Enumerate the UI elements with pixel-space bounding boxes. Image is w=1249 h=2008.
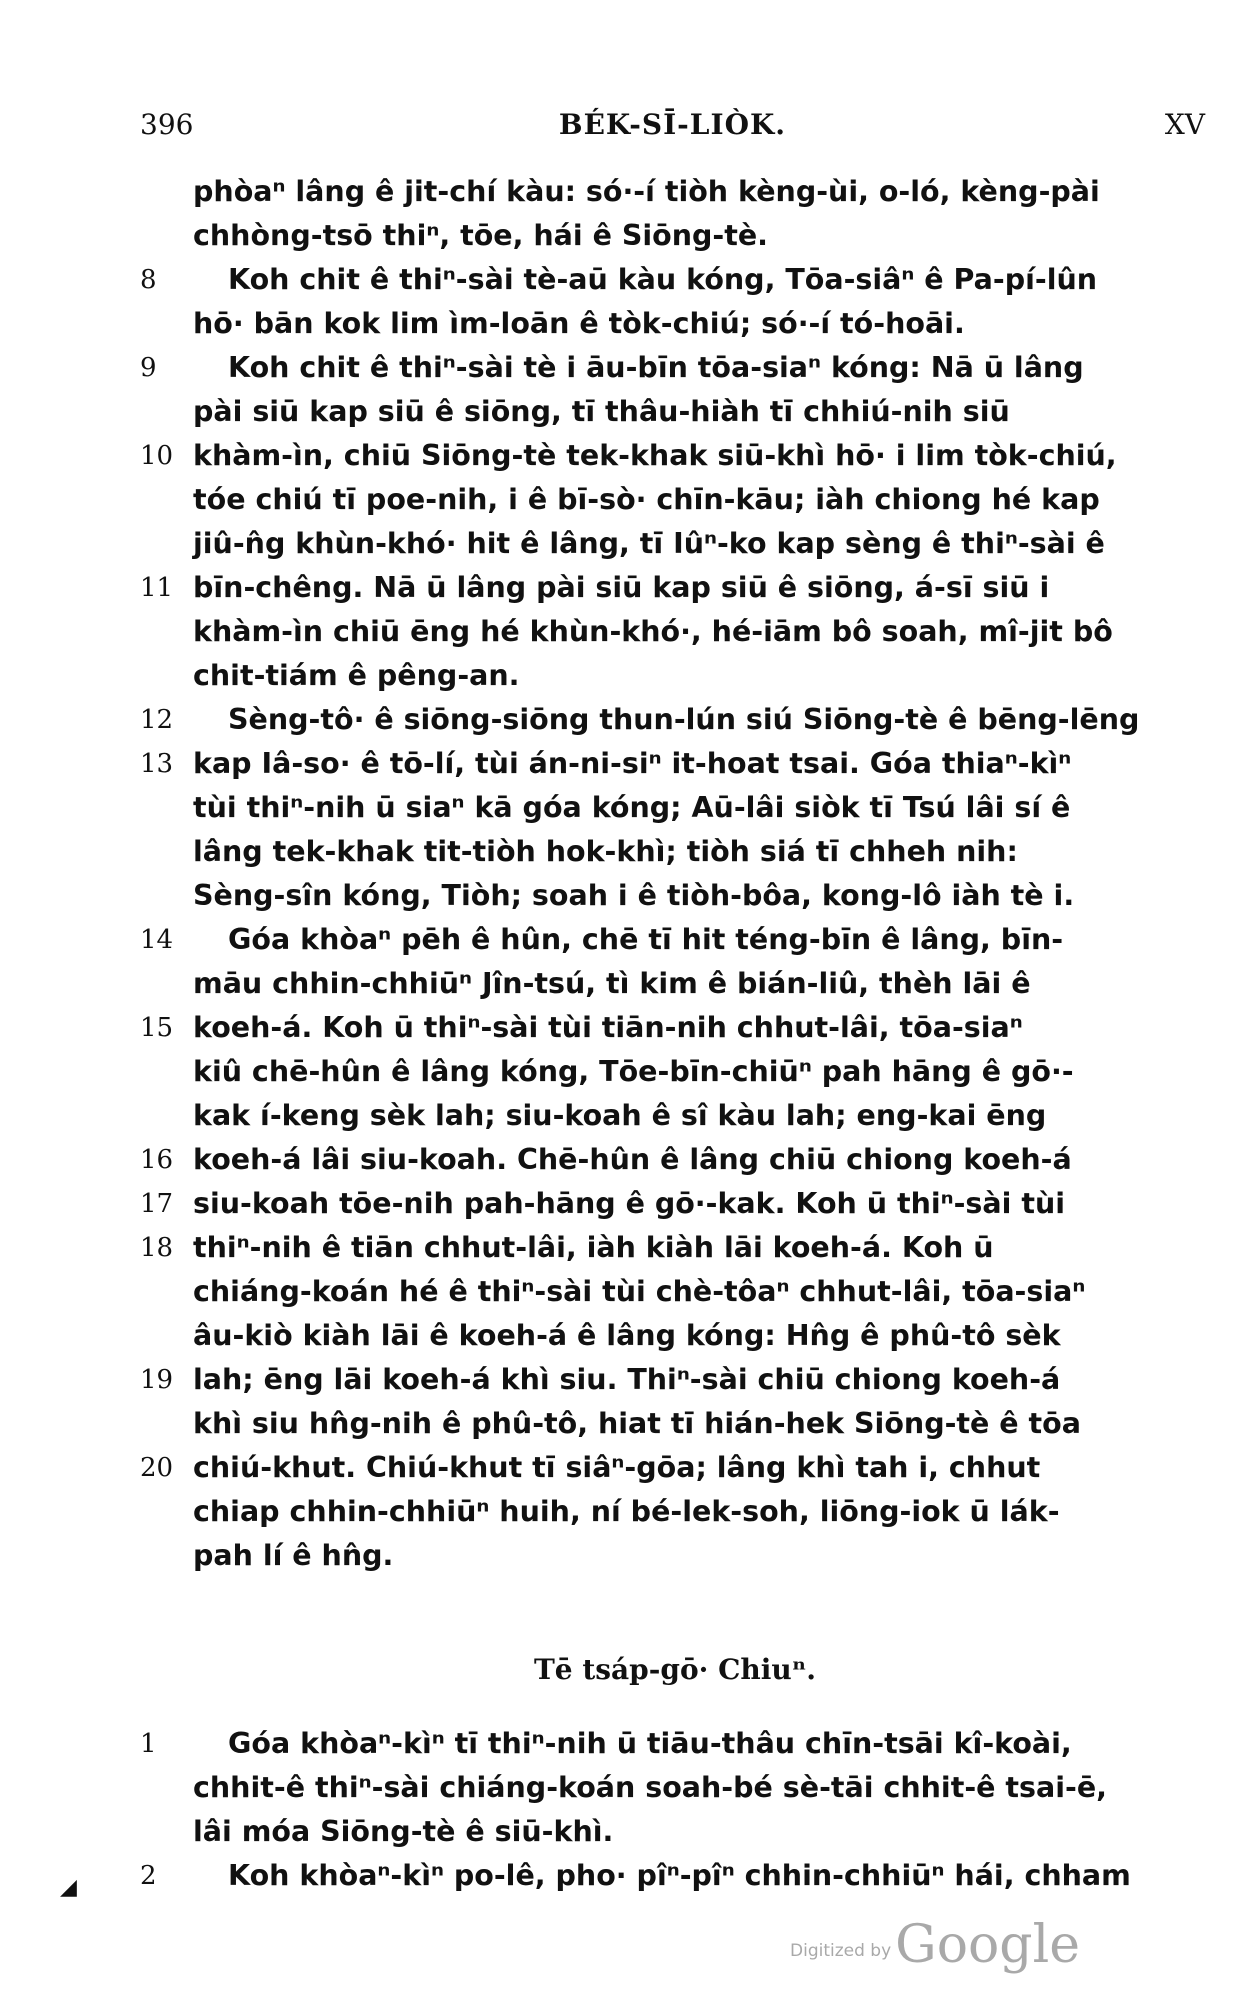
verse-number: 14 [140,925,174,955]
text-line [140,1854,1210,1898]
running-title: BÉK-SĪ-LIÒK. [558,108,787,141]
line-text: tóe chiú tī poe-nih, i ê bī-sò· chīn-kāu; iàh chiong hé kap [193,483,1100,516]
digitized-watermark [790,1915,1080,1975]
google-logo: Google [895,1915,1080,1975]
line-text: siu-koah tōe-nih pah-hāng ê gō·-kak. Koh ū thiⁿ-sài tùi [193,1187,1066,1220]
line-text: Góa khòaⁿ pēh ê hûn, chē tī hit téng-bīn ê lâng, bīn- [228,923,1064,956]
line-text: kiû chē-hûn ê lâng kóng, Tōe-bīn-chiūⁿ pah hāng ê gō·- [193,1055,1074,1088]
line-text: koeh-á. Koh ū thiⁿ-sài tùi tiān-nih chhut-lâi, tōa-siaⁿ [193,1011,1023,1044]
line-text: Sèng-sîn kóng, Tiòh; soah i ê tiòh-bôa, kong-lô iàh tè i. [193,879,1075,912]
chapter-15-text [140,170,1210,1578]
text-line [140,1226,1210,1270]
text-line [140,698,1210,742]
text-line [140,566,1210,610]
text-line [140,302,1210,346]
text-line [140,346,1210,390]
text-line [140,258,1210,302]
text-line [140,786,1210,830]
text-line [140,1270,1210,1314]
line-text: māu chhin-chhiūⁿ Jîn-tsú, tì kim ê bián-liû, thèh lāi ê [193,967,1031,1000]
verse-number: 12 [140,705,174,735]
text-line [140,1138,1210,1182]
text-line [140,1722,1210,1766]
verse-number: 8 [140,265,157,295]
line-text: bīn-chêng. Nā ū lâng pài siū kap siū ê siōng, á-sī siū i [193,571,1050,604]
text-line [140,434,1210,478]
verse-number: 15 [140,1013,174,1043]
verse-number: 10 [140,441,174,471]
chapter-body [140,170,1210,1898]
text-line [140,1006,1210,1050]
verse-number: 16 [140,1145,174,1175]
verse-number: 1 [140,1729,157,1759]
line-text: khàm-ìn, chiū Siōng-tè tek-khak siū-khì hō· i lim tòk-chiú, [193,439,1117,472]
page-number: 396 [140,108,194,141]
text-line [140,1094,1210,1138]
line-text: Koh chit ê thiⁿ-sài tè i āu-bīn tōa-siaⁿ kóng: Nā ū lâng [228,351,1084,384]
section-heading: Tē tsáp-gō· Chiuⁿ. [533,1653,817,1686]
page-header [140,108,1205,148]
verse-number: 17 [140,1189,174,1219]
line-text: Sèng-tô· ê siōng-siōng thun-lún siú Siōng-tè ê bēng-lēng [228,703,1140,736]
text-line [140,478,1210,522]
text-line [140,830,1210,874]
line-text: khàm-ìn chiū ēng hé khùn-khó·, hé-iām bô soah, mî-jit bô [193,615,1113,648]
line-text: chit-tiám ê pêng-an. [193,659,520,692]
line-text: thiⁿ-nih ê tiān chhut-lâi, iàh kiàh lāi koeh-á. Koh ū [193,1231,994,1264]
text-line [140,918,1210,962]
verse-number: 13 [140,749,174,779]
text-line [140,1358,1210,1402]
line-text: chhòng-tsō thiⁿ, tōe, hái ê Siōng-tè. [193,219,768,252]
line-text: kap Iâ-so· ê tō-lí, tùi án-ni-siⁿ it-hoat tsai. Góa thiaⁿ-kìⁿ [193,747,1072,780]
line-text: koeh-á lâi siu-koah. Chē-hûn ê lâng chiū chiong koeh-á [193,1143,1072,1176]
watermark-caption: Digitized by [790,1941,892,1961]
line-text: pah lí ê hn̂g. [193,1539,394,1572]
text-line [140,610,1210,654]
text-line [140,1766,1210,1810]
line-text: lah; ēng lāi koeh-á khì siu. Thiⁿ-sài chiū chiong koeh-á [193,1363,1061,1396]
text-line [140,1050,1210,1094]
text-line [140,1490,1210,1534]
text-line [140,742,1210,786]
verse-number: 20 [140,1453,174,1483]
line-text: khì siu hn̂g-nih ê phû-tô, hiat tī hián-hek Siōng-tè ê tōa [193,1407,1081,1440]
line-text: kak í-keng sèk lah; siu-koah ê sî kàu lah; eng-kai ēng [193,1099,1047,1132]
text-line [140,1314,1210,1358]
line-text: lâng tek-khak tit-tiòh hok-khì; tiòh siá tī chheh nih: [193,835,1018,868]
line-text: jiû-n̂g khùn-khó· hit ê lâng, tī Iûⁿ-ko kap sèng ê thiⁿ-sài ê [193,527,1105,560]
text-line [140,654,1210,698]
line-text: chiap chhin-chhiūⁿ huih, ní bé-lek-soh, liōng-iok ū lák- [193,1495,1060,1528]
verse-number: 2 [140,1861,157,1891]
text-line [140,1182,1210,1226]
line-text: chhit-ê thiⁿ-sài chiáng-koán soah-bé sè-tāi chhit-ê tsai-ē, [193,1771,1107,1804]
text-line [140,1534,1210,1578]
chapter-number: XV [1164,108,1205,141]
line-text: lâi móa Siōng-tè ê siū-khì. [193,1815,614,1848]
line-text: pài siū kap siū ê siōng, tī thâu-hiàh tī chhiú-nih siū [193,395,1010,428]
line-text: chiú-khut. Chiú-khut tī siâⁿ-gōa; lâng khì tah i, chhut [193,1451,1041,1484]
verse-number: 18 [140,1233,174,1263]
verse-number: 11 [140,573,174,603]
text-line [140,1402,1210,1446]
text-line [140,1810,1210,1854]
line-text: Koh khòaⁿ-kìⁿ po-lê, pho· pîⁿ-pîⁿ chhin-chhiūⁿ hái, chham [228,1859,1131,1892]
line-text: chiáng-koán hé ê thiⁿ-sài tùi chè-tôaⁿ chhut-lâi, tōa-siaⁿ [193,1275,1086,1308]
text-line [140,390,1210,434]
text-line [140,522,1210,566]
line-text: tùi thiⁿ-nih ū siaⁿ kā góa kóng; Aū-lâi siòk tī Tsú lâi sí ê [193,791,1071,824]
verse-number: 19 [140,1365,174,1395]
line-text: Koh chit ê thiⁿ-sài tè-aū kàu kóng, Tōa-siâⁿ ê Pa-pí-lûn [228,263,1098,296]
text-line [140,1446,1210,1490]
line-text: hō· bān kok lim ìm-loān ê tòk-chiú; só·-í tó-hoāi. [193,307,965,340]
verse-number: 9 [140,353,157,383]
text-line [140,962,1210,1006]
line-text: Góa khòaⁿ-kìⁿ tī thiⁿ-nih ū tiāu-thâu chīn-tsāi kî-koài, [228,1727,1072,1760]
line-text: phòaⁿ lâng ê jit-chí kàu: só·-í tiòh kèng-ùi, o-ló, kèng-pài [193,175,1100,208]
text-line [140,214,1210,258]
line-text: âu-kiò kiàh lāi ê koeh-á ê lâng kóng: Hn̂g ê phû-tô sèk [193,1319,1061,1352]
text-line [140,874,1210,918]
chapter-16-text [140,1722,1210,1898]
text-line [140,170,1210,214]
page-marker-arrow: ◢ [60,1875,77,1900]
